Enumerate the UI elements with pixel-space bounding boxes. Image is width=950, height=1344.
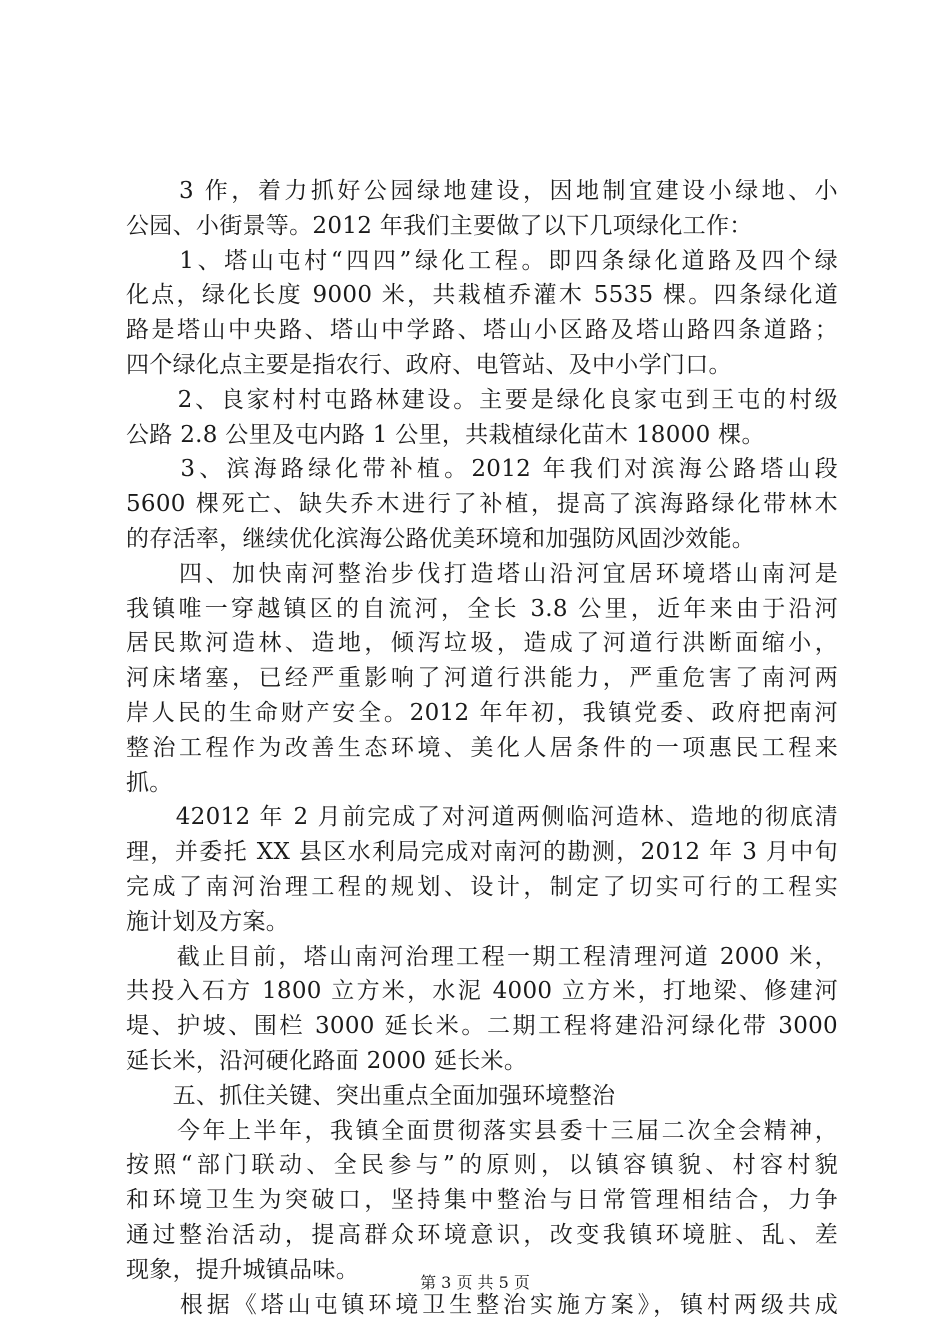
text-line: 五、抓住关键、突出重点全面加强环境整治 (126, 1082, 616, 1109)
text-line: 共投入石方 1800 立方米，水泥 4000 立方米，打地梁、修建河 (126, 978, 838, 1005)
text-line: 5600 棵死亡、缺失乔木进行了补植，提高了滨海路绿化带林木 (126, 491, 838, 518)
text-line: 理，并委托 XX 县区水利局完成对南河的勘测，2012 年 3 月中旬 (126, 839, 838, 866)
text-line: 今年上半年，我镇全面贯彻落实县委十三届二次全会精神， (126, 1117, 838, 1144)
text-line: 公路 2.8 公里及屯内路 1 公里，共栽植绿化苗木 18000 棵。 (126, 421, 765, 448)
text-line: 岸人民的生命财产安全。2012 年年初，我镇党委、政府把南河 (126, 699, 838, 726)
text-line: 整治工程作为改善生态环境、美化人居条件的一项惠民工程来 (126, 734, 838, 761)
text-line: 居民欺河造林、造地，倾泻垃圾，造成了河道行洪断面缩小， (126, 630, 838, 657)
text-line: 和环境卫生为突破口，坚持集中整治与日常管理相结合，力争 (126, 1187, 838, 1214)
page-footer: 第 3 页 共 5 页 (420, 1273, 530, 1292)
text-line: 施计划及方案。 (126, 908, 290, 935)
text-line: 现象，提升城镇品味。 (126, 1256, 359, 1283)
body-text (126, 174, 838, 1322)
text-line: 按照“部门联动、全民参与”的原则，以镇容镇貌、村容村貌 (126, 1152, 838, 1179)
text-line: 化点，绿化长度 9000 米，共栽植乔灌木 5535 棵。四条绿化道 (126, 282, 838, 309)
text-line: 3 作，着力抓好公园绿地建设，因地制宜建设小绿地、小 (126, 178, 838, 204)
text-line: 我镇唯一穿越镇区的自流河，全长 3.8 公里，近年来由于沿河 (126, 595, 838, 622)
text-line: 路是塔山中央路、塔山中学路、塔山小区路及塔山路四条道路； (126, 317, 838, 344)
text-line: 河床堵塞，已经严重影响了河道行洪能力，严重危害了南河两 (126, 665, 838, 692)
text-line: 根据《塔山屯镇环境卫生整治实施方案》，镇村两级共成 (126, 1291, 838, 1318)
text-line: 延长米，沿河硬化路面 2000 延长米。 (126, 1047, 528, 1074)
text-line: 公园、小街景等。2012 年我们主要做了以下几项绿化工作： (126, 212, 753, 239)
text-line: 抓。 (126, 769, 173, 796)
text-line: 2、良家村村屯路林建设。主要是绿化良家屯到王屯的村级 (126, 386, 838, 413)
text-line: 的存活率，继续优化滨海公路优美环境和加强防风固沙效能。 (126, 525, 756, 552)
text-line: 堤、护坡、围栏 3000 延长米。二期工程将建沿河绿化带 3000 (126, 1013, 838, 1040)
text-line: 1、塔山屯村“四四”绿化工程。即四条绿化道路及四个绿 (126, 247, 838, 274)
text-line: 四、加快南河整治步伐打造塔山沿河宜居环境塔山南河是 (126, 560, 838, 587)
text-line: 完成了南河治理工程的规划、设计，制定了切实可行的工程实 (126, 873, 838, 900)
text-line: 截止目前，塔山南河治理工程一期工程清理河道 2000 米， (126, 943, 838, 970)
text-line: 42012 年 2 月前完成了对河道两侧临河造林、造地的彻底清 (126, 804, 838, 831)
text-line: 通过整治活动，提高群众环境意识，改变我镇环境脏、乱、差 (126, 1221, 838, 1248)
text-line: 3、滨海路绿化带补植。2012 年我们对滨海公路塔山段 (126, 456, 838, 483)
text-line: 四个绿化点主要是指农行、政府、电管站、及中小学门口。 (126, 351, 732, 378)
